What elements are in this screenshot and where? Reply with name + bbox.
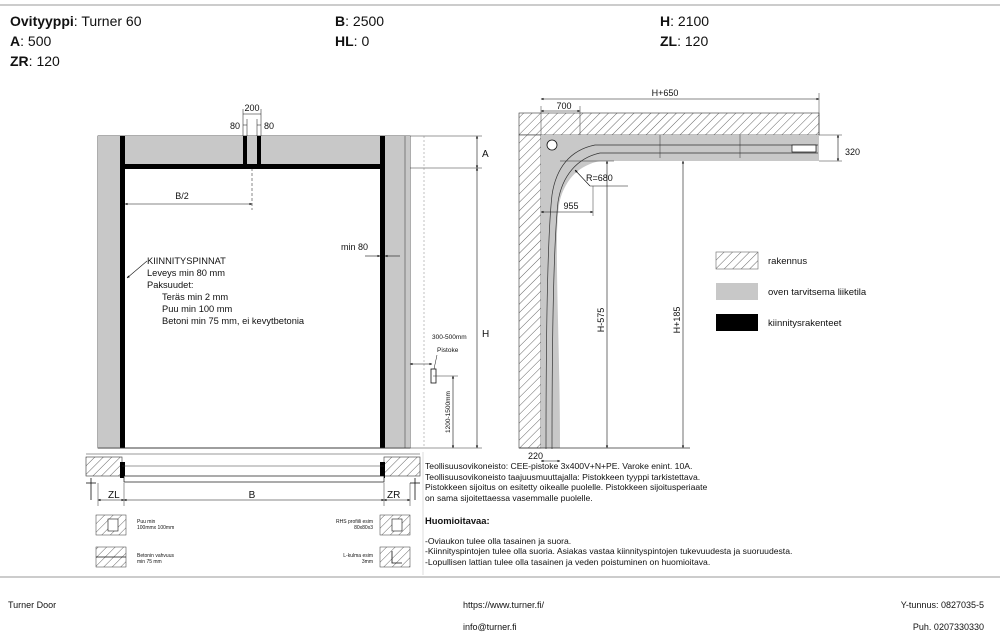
- center-post-right: [257, 136, 261, 168]
- electrical-line-3: Pistokkeen sijoitus on esitetty oikealle puolelle. Pistokkeen sijoitusperiaate: [425, 482, 708, 492]
- spec-a: A: 500: [10, 33, 52, 49]
- side-clearance-top: [541, 135, 819, 161]
- spec-zr: ZR: 120: [10, 53, 60, 69]
- spec-hl-value: 0: [361, 33, 370, 49]
- spec-b-value: 2500: [352, 13, 385, 29]
- detail-rhs-2: 80x80x3: [354, 525, 373, 531]
- footer-url[interactable]: https://www.turner.fi/: [463, 600, 545, 610]
- detail-concrete-2: min 75 mm: [137, 559, 162, 565]
- footer-email[interactable]: info@turner.fi: [463, 622, 517, 632]
- legend-swatch-clearance: [716, 283, 758, 300]
- wall-outline: [98, 136, 410, 448]
- note-2: -Kiinnityspintojen tulee olla suoria. Asiakas vastaa kiinnityspintojen tukevuudesta ja suoruudesta.: [425, 546, 793, 556]
- footer-company: Turner Door: [8, 600, 57, 610]
- mounting-title: KIINNITYSPINNAT: [147, 256, 226, 266]
- socket-spacing: 300-500mm: [432, 334, 467, 341]
- spec-zl-value: 120: [684, 33, 709, 49]
- note-1: -Oviaukon tulee olla tasainen ja suora.: [425, 535, 572, 546]
- detail-l-1: L-kulma esim: [343, 553, 373, 559]
- left-wall: [98, 136, 122, 448]
- legend-building: rakennus: [768, 256, 808, 267]
- center-post-left: [243, 136, 247, 168]
- mounting-wood: Puu min 100 mm: [162, 304, 233, 314]
- note-3: -Lopullisen lattian tulee olla tasainen ja veden poistuminen on huomioitava.: [425, 556, 711, 567]
- spec-a-label: A: [10, 33, 21, 49]
- left-mounting: [120, 136, 125, 448]
- dim-955: 955: [563, 201, 579, 211]
- electrical-line-4: on sama sijoitettaessa vasemmalle puolelle.: [425, 492, 593, 503]
- spec-model-label: Ovityyppi: [10, 13, 74, 29]
- dim-h185: H+185: [672, 306, 682, 334]
- spec-model: Ovityyppi: Turner 60: [10, 13, 142, 29]
- detail-l-2: 3mm: [361, 559, 373, 565]
- right-wall: [384, 136, 410, 448]
- spec-h-value: 2100: [677, 13, 710, 29]
- mounting-thickness-title: Paksuudet:: [147, 280, 194, 290]
- spec-hl-label: HL: [335, 33, 354, 49]
- legend-swatch-building: [716, 252, 758, 269]
- dim-min80: min 80: [341, 242, 369, 252]
- footer-phone: Puh. 0207330330: [912, 622, 984, 632]
- detail-concrete-1: Betonin vahvuus: [137, 553, 174, 559]
- spec-hl: HL: 0: [335, 33, 370, 49]
- dim-half-width: B/2: [175, 191, 189, 201]
- dim-320: 320: [845, 147, 861, 157]
- socket-label: Pistoke: [437, 347, 459, 354]
- dim-h650: H+650: [651, 88, 679, 98]
- wall-hatch: [519, 135, 541, 448]
- dim-a: A: [482, 149, 489, 160]
- dim-h: H: [482, 329, 490, 340]
- ceiling-hatch: [519, 113, 819, 135]
- dim-220: 220: [528, 451, 544, 461]
- dim-200: 200: [244, 103, 260, 113]
- detail-rhs-1: RHS profiili esim: [336, 519, 373, 525]
- mounting-steel: Teräs min 2 mm: [162, 292, 229, 302]
- notes: [425, 516, 865, 567]
- legend-swatch-mounting: [716, 314, 758, 331]
- spec-b: B: 2500: [335, 13, 385, 29]
- notes-title: Huomioitavaa:: [425, 515, 490, 526]
- electrical-line-2: Teollisuusovikoneisto taajuusmuuttajalla: Pistokkeen tyyppi tarkistettava.: [425, 471, 701, 482]
- side-view: [519, 88, 860, 461]
- dim-r680: R=680: [586, 173, 613, 183]
- plan-zr: ZR: [387, 490, 401, 501]
- lintel: [98, 136, 410, 168]
- detail-wood-2: 100mmx 100mm: [137, 525, 175, 531]
- top-mounting: [120, 164, 385, 169]
- dim-h575: H-575: [596, 307, 606, 333]
- spec-h: H: 2100: [660, 13, 710, 29]
- dim-80-left: 80: [229, 121, 240, 131]
- door-leaf: [124, 476, 384, 482]
- spec-model-value: Turner 60: [81, 13, 142, 29]
- socket-height: 1200-1500mm: [445, 391, 452, 433]
- spec-zr-value: 120: [36, 53, 60, 69]
- spec-b-label: B: [335, 13, 346, 29]
- detail-wood-1: Puu min: [137, 519, 156, 525]
- legend: [716, 252, 867, 331]
- plan-view: [86, 454, 420, 567]
- spec-a-value: 500: [27, 33, 52, 49]
- plan-zl: ZL: [108, 490, 120, 501]
- electrical-line-1: Teollisuusovikoneisto: CEE-pistoke 3x400V+N+PE. Varoke enint. 10A.: [425, 461, 693, 471]
- mounting-width: Leveys min 80 mm: [147, 268, 226, 278]
- footer-business-id: Y-tunnus: 0827035-5: [900, 600, 984, 610]
- front-view: [98, 103, 489, 448]
- dim-700: 700: [556, 101, 572, 111]
- right-mounting: [380, 136, 385, 448]
- mounting-concrete: Betoni min 75 mm, ei kevytbetonia: [162, 316, 305, 326]
- spec-zl: ZL: 120: [660, 33, 709, 49]
- electrical-info: [425, 461, 865, 503]
- plan-b: B: [248, 490, 256, 501]
- legend-clearance: oven tarvitsema liiketila: [768, 287, 867, 298]
- spec-h-label: H: [660, 13, 671, 29]
- dim-80-right: 80: [264, 121, 275, 131]
- legend-mounting: kiinnitysrakenteet: [768, 318, 842, 329]
- spec-zr-label: ZR: [10, 53, 29, 69]
- spec-zl-label: ZL: [660, 33, 678, 49]
